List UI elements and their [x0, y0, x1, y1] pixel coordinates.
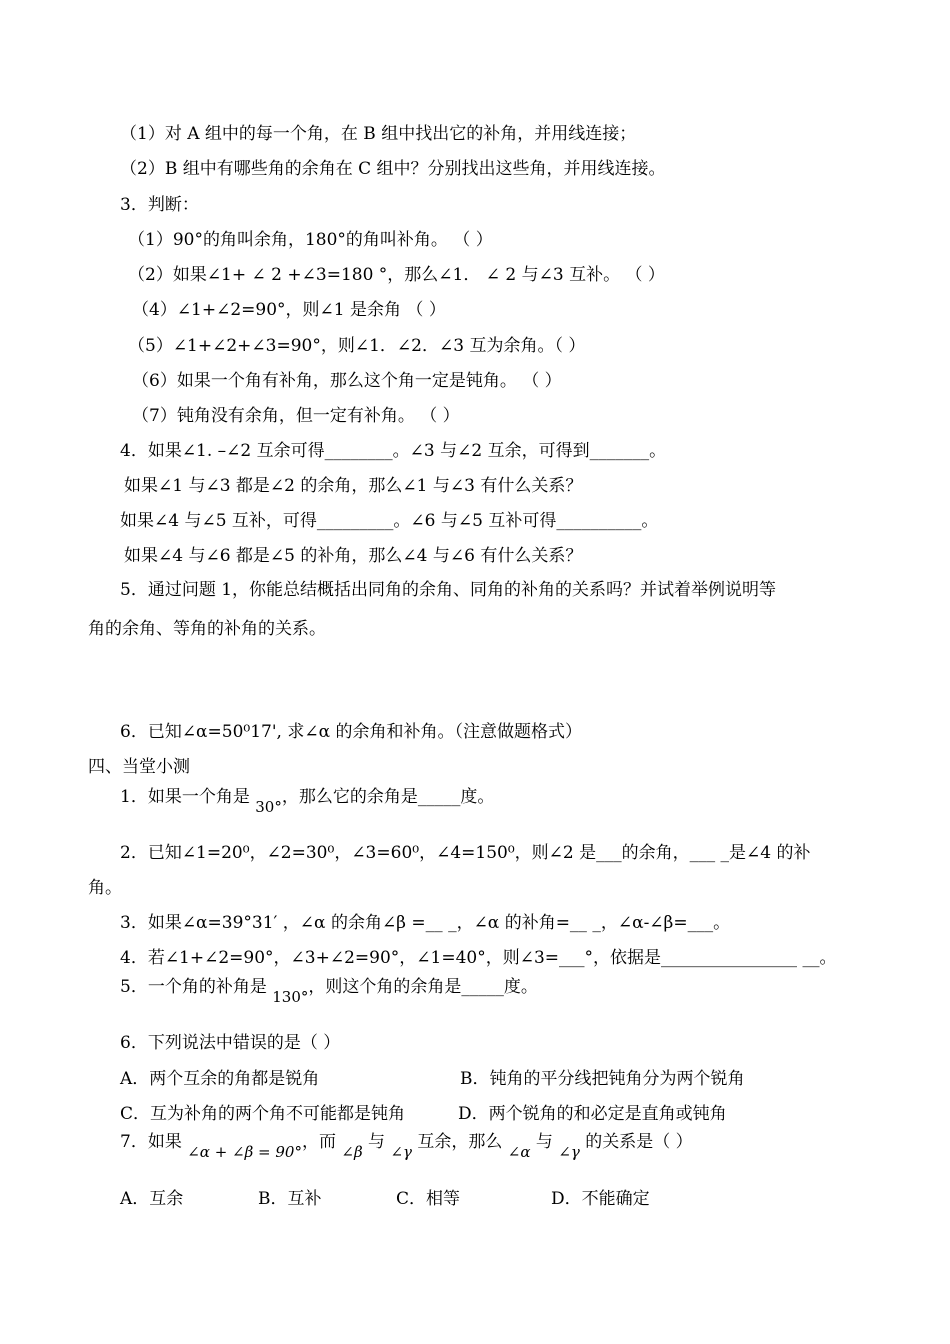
question-5-line-1: 5．通过问题 1，你能总结概括出同角的余角、同角的补角的关系吗？并试着举例说明等 — [120, 580, 777, 600]
section-3-heading: 3．判断： — [120, 195, 199, 215]
quiz-7 — [120, 1130, 693, 1161]
question-4-line-4: 如果∠4 与∠6 都是∠5 的补角，那么∠4 与∠6 有什么关系？ — [124, 546, 583, 566]
quiz-7-option-b: B．互补 — [258, 1189, 322, 1209]
quiz-1-a: 1．如果一个角是 — [120, 787, 256, 807]
quiz-7-f: 的关系是（ ） — [579, 1132, 693, 1152]
quiz-1-b: ，那么它的余角是_____度。 — [281, 787, 495, 807]
quiz-3: 3．如果∠α=39°31′ ，∠α 的余角∠β =__ _，∠α 的补角=__ _，∠α-∠β=___。 — [120, 913, 731, 933]
quiz-2-line-1: 2．已知∠1=20⁰，∠2=30⁰，∠3=60⁰，∠4=150⁰，则∠2 是___的余角，___ _是∠4 的补 — [120, 843, 811, 863]
judge-item-6: （6）如果一个角有补角，那么这个角一定是钝角。 （ ） — [132, 371, 562, 391]
quiz-7-e: 与 — [530, 1132, 559, 1152]
quiz-7-gamma1: ∠γ — [390, 1143, 412, 1161]
question-6-line: 6．已知∠α=50⁰17', 求∠α 的余角和补角。（注意做题格式） — [120, 722, 582, 742]
quiz-7-a: 7．如果 — [120, 1132, 188, 1152]
judge-item-2: （2）如果∠1+ ∠ 2 +∠3=180 °，那么∠1． ∠ 2 与∠3 互补。 （ ） — [128, 265, 665, 285]
quiz-1 — [120, 785, 495, 816]
quiz-7-option-c: C．相等 — [396, 1189, 461, 1209]
quiz-5-b: ，则这个角的余角是_____度。 — [308, 977, 538, 997]
quiz-7-alpha: ∠α — [507, 1143, 531, 1161]
question-4-line-3: 如果∠4 与∠5 互补，可得_________。∠6 与∠5 互补可得__________。 — [120, 511, 659, 531]
question-4-line-2: 如果∠1 与∠3 都是∠2 的余角，那么∠1 与∠3 有什么关系？ — [124, 476, 583, 496]
quiz-7-d: 互余，那么 — [411, 1132, 508, 1152]
quiz-7-option-a: A．互余 — [120, 1189, 184, 1209]
quiz-7-b: ，而 — [301, 1132, 342, 1152]
task-line-1: （1）对 A 组中的每一个角，在 B 组中找出它的补角，并用线连接； — [120, 124, 637, 144]
judge-item-1: （1）90°的角叫余角，180°的角叫补角。 （ ） — [128, 230, 493, 250]
question-5-line-2: 角的余角、等角的补角的关系。 — [88, 619, 326, 639]
quiz-6-option-d: D．两个锐角的和必定是直角或钝角 — [458, 1104, 727, 1124]
quiz-5-angle: 130° — [272, 988, 309, 1006]
quiz-4: 4．若∠1+∠2=90°，∠3+∠2=90°，∠1=40°，则∠3=___°，依据是________________ __。 — [120, 948, 837, 968]
quiz-5-a: 5．一个角的补角是 — [120, 977, 273, 997]
quiz-7-option-d: D．不能确定 — [551, 1189, 650, 1209]
section-4-heading: 四、当堂小测 — [88, 757, 190, 777]
quiz-6-stem: 6．下列说法中错误的是（ ） — [120, 1033, 341, 1053]
task-line-2: （2）B 组中有哪些角的余角在 C 组中？分别找出这些角，并用线连接。 — [120, 159, 666, 179]
quiz-2-line-2: 角。 — [88, 878, 122, 898]
judge-item-7: （7）钝角没有余角，但一定有补角。 （ ） — [132, 406, 460, 426]
judge-item-5: （5）∠1+∠2+∠3=90°，则∠1．∠2．∠3 互为余角。（ ） — [128, 336, 586, 356]
question-4-line-1: 4．如果∠1. –∠2 互余可得________。∠3 与∠2 互余，可得到_______。 — [120, 441, 667, 461]
quiz-6-option-c: C．互为补角的两个角不可能都是钝角 — [120, 1104, 406, 1124]
quiz-6-option-a: A．两个互余的角都是锐角 — [120, 1069, 320, 1089]
quiz-7-beta: ∠β — [341, 1143, 363, 1161]
quiz-1-angle: 30° — [255, 798, 282, 816]
quiz-5 — [120, 975, 538, 1006]
judge-item-4: （4）∠1+∠2=90°，则∠1 是余角 （ ） — [132, 300, 446, 320]
quiz-7-eq: ∠α + ∠β = 90° — [187, 1143, 302, 1161]
quiz-7-c: 与 — [362, 1132, 391, 1152]
quiz-7-gamma2: ∠γ — [558, 1143, 580, 1161]
quiz-6-option-b: B．钝角的平分线把钝角分为两个锐角 — [460, 1069, 745, 1089]
